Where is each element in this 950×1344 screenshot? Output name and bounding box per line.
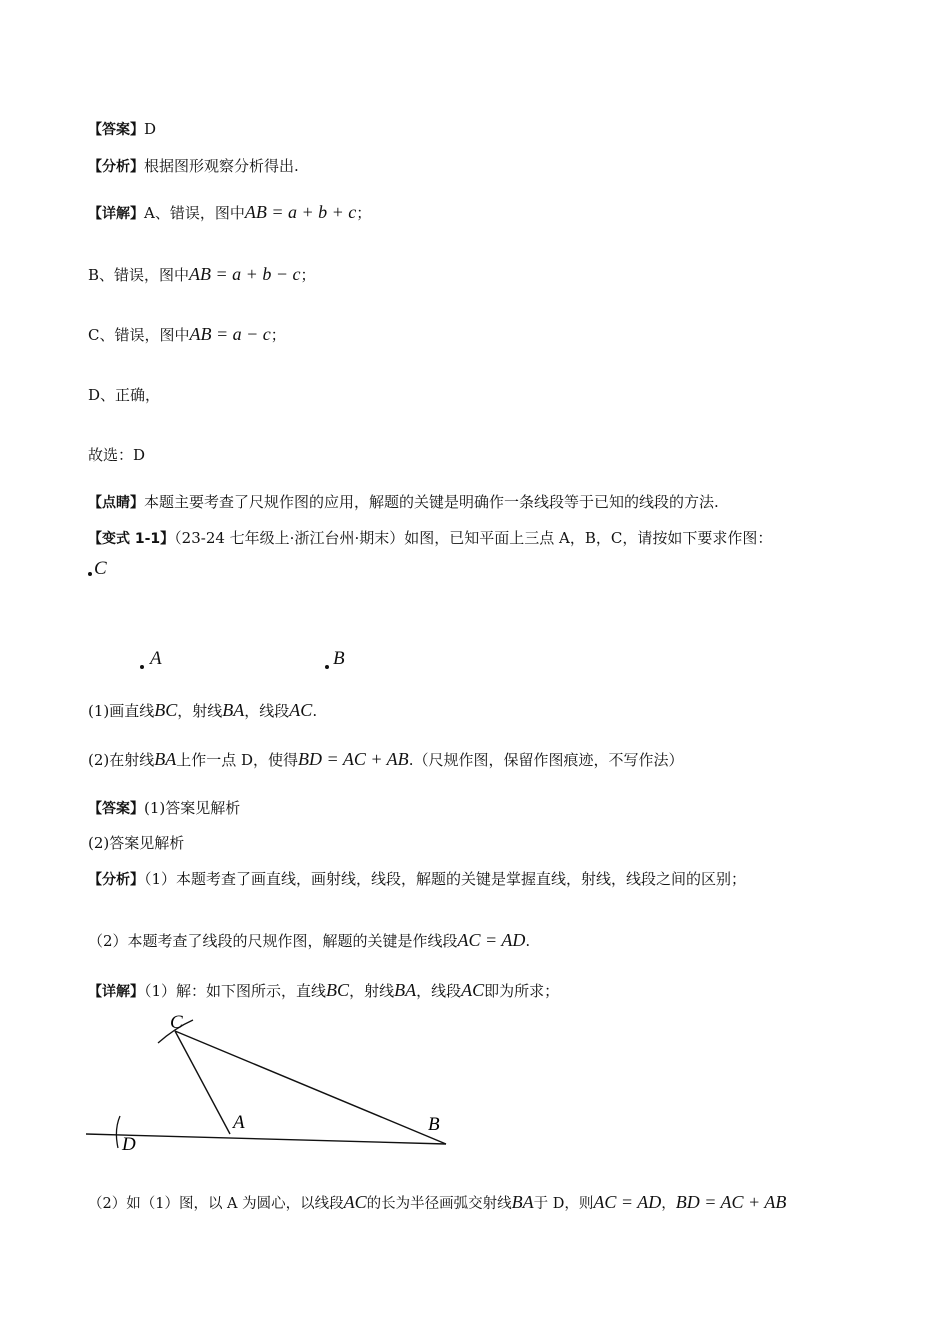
answer-line — [88, 119, 156, 140]
q1-t1: ，射线 — [177, 702, 223, 720]
analysis-line — [88, 156, 299, 177]
point-b-dot — [325, 665, 329, 669]
question-2 — [88, 749, 683, 770]
variant-tag: 【变式 1-1】 — [88, 531, 175, 547]
detail-tag: 【详解】 — [88, 206, 144, 222]
detail2b-t1: 的长为半径画弧交射线 — [366, 1196, 512, 1212]
answer2-part1: (1)答案见解析 — [144, 799, 241, 817]
answer-tag: 【答案】 — [88, 122, 144, 138]
math-ac: AC — [461, 980, 485, 1000]
point-a-dot — [140, 665, 144, 669]
math-bc: BC — [154, 700, 178, 720]
analysis-text: 根据图形观察分析得出. — [144, 157, 299, 175]
option-b-suffix: ； — [300, 266, 316, 284]
math-ba: BA — [154, 749, 177, 769]
analysis2-line — [88, 869, 746, 890]
detail-line-a — [88, 202, 371, 224]
detail2b-line — [88, 1192, 786, 1214]
detail2-prefix: （1）解：如下图所示，直线 — [144, 982, 327, 1000]
option-c-prefix: C、错误，图中 — [88, 326, 190, 344]
analysis2b-suffix: . — [525, 932, 531, 950]
analysis2b-prefix: （2）本题考查了线段的尺规作图，解题的关键是作线段 — [88, 932, 458, 950]
detail2b-prefix: （2）如（1）图，以 A 为圆心，以线段 — [88, 1196, 344, 1212]
option-c-suffix: ； — [270, 326, 286, 344]
fig2-label-a: A — [233, 1112, 245, 1133]
q1-t3: . — [312, 702, 318, 720]
comment-text: 本题主要考查了尺规作图的应用，解题的关键是明确作一条线段等于已知的线段的方法. — [144, 493, 719, 511]
detail-prefix: A、错误，图中 — [144, 204, 245, 222]
q2-prefix: (2)在射线 — [88, 751, 155, 769]
q1-prefix: (1)画直线 — [88, 702, 155, 720]
analysis2b-line — [88, 930, 530, 951]
answer-tag: 【答案】 — [88, 801, 144, 817]
variant-line — [88, 528, 772, 549]
variant-text: （23-24 七年级上·浙江台州·期末）如图，已知平面上三点 A，B，C，请按如下要求作图： — [174, 529, 773, 547]
fig2-label-c: C — [170, 1012, 183, 1033]
detail-line-d: D、正确， — [88, 386, 161, 404]
comment-tag: 【点睛】 — [88, 495, 144, 511]
detail-line-c — [88, 324, 286, 345]
line-bc — [175, 1031, 446, 1144]
question-1 — [88, 700, 317, 721]
choose-line: 故选：D — [88, 446, 146, 464]
answer-value: D — [144, 120, 157, 138]
detail2-t2: ，线段 — [416, 982, 462, 1000]
point-a-label: A — [150, 648, 162, 669]
math-expression: AB = a + b + c — [244, 202, 357, 222]
detail2-t1: ，射线 — [349, 982, 395, 1000]
math-ac: AC — [289, 700, 313, 720]
detail-tag: 【详解】 — [88, 984, 144, 1000]
math-bc: BC — [326, 980, 350, 1000]
point-c-label: C — [94, 558, 107, 579]
detail-suffix: ； — [356, 204, 372, 222]
math-ac: AC — [343, 1192, 367, 1212]
math-expression: AB = a − c — [189, 324, 271, 344]
fig2-label-d: D — [122, 1134, 136, 1155]
detail2b-t3: ， — [661, 1196, 676, 1212]
answer2-line1 — [88, 798, 240, 819]
analysis-tag: 【分析】 — [88, 159, 144, 175]
q1-t2: ，线段 — [244, 702, 290, 720]
math-ba: BA — [222, 700, 245, 720]
q2-t2: .（尺规作图，保留作图痕迹，不写作法） — [408, 751, 684, 769]
arc-d — [116, 1116, 120, 1148]
math-bd-eq: BD = AC + AB — [675, 1192, 787, 1212]
math-ba: BA — [511, 1192, 534, 1212]
detail2-t3: 即为所求； — [484, 982, 560, 1000]
q2-t1: 上作一点 D，使得 — [176, 751, 299, 769]
analysis-tag: 【分析】 — [88, 872, 144, 888]
detail2-line — [88, 980, 559, 1002]
point-c-dot — [88, 572, 92, 576]
math-bd-eq: BD = AC + AB — [298, 749, 409, 769]
detail2b-t2: 于 D，则 — [533, 1196, 594, 1212]
ray-ba — [86, 1134, 446, 1144]
point-b-label: B — [333, 648, 345, 669]
detail-line-b — [88, 264, 315, 285]
analysis2-text: （1）本题考查了画直线，画射线，线段，解题的关键是掌握直线，射线，线段之间的区别； — [144, 870, 747, 888]
segment-ac — [175, 1031, 230, 1134]
fig2-label-b: B — [428, 1114, 440, 1135]
construction-figure — [80, 1008, 460, 1158]
option-b-prefix: B、错误，图中 — [88, 266, 190, 284]
math-ac-ad: AC = AD — [457, 930, 526, 950]
math-expression: AB = a + b − c — [189, 264, 301, 284]
comment-line — [88, 492, 719, 513]
math-ac-ad: AC = AD — [593, 1192, 662, 1212]
answer2-line2: (2)答案见解析 — [88, 834, 185, 852]
math-ba: BA — [394, 980, 417, 1000]
